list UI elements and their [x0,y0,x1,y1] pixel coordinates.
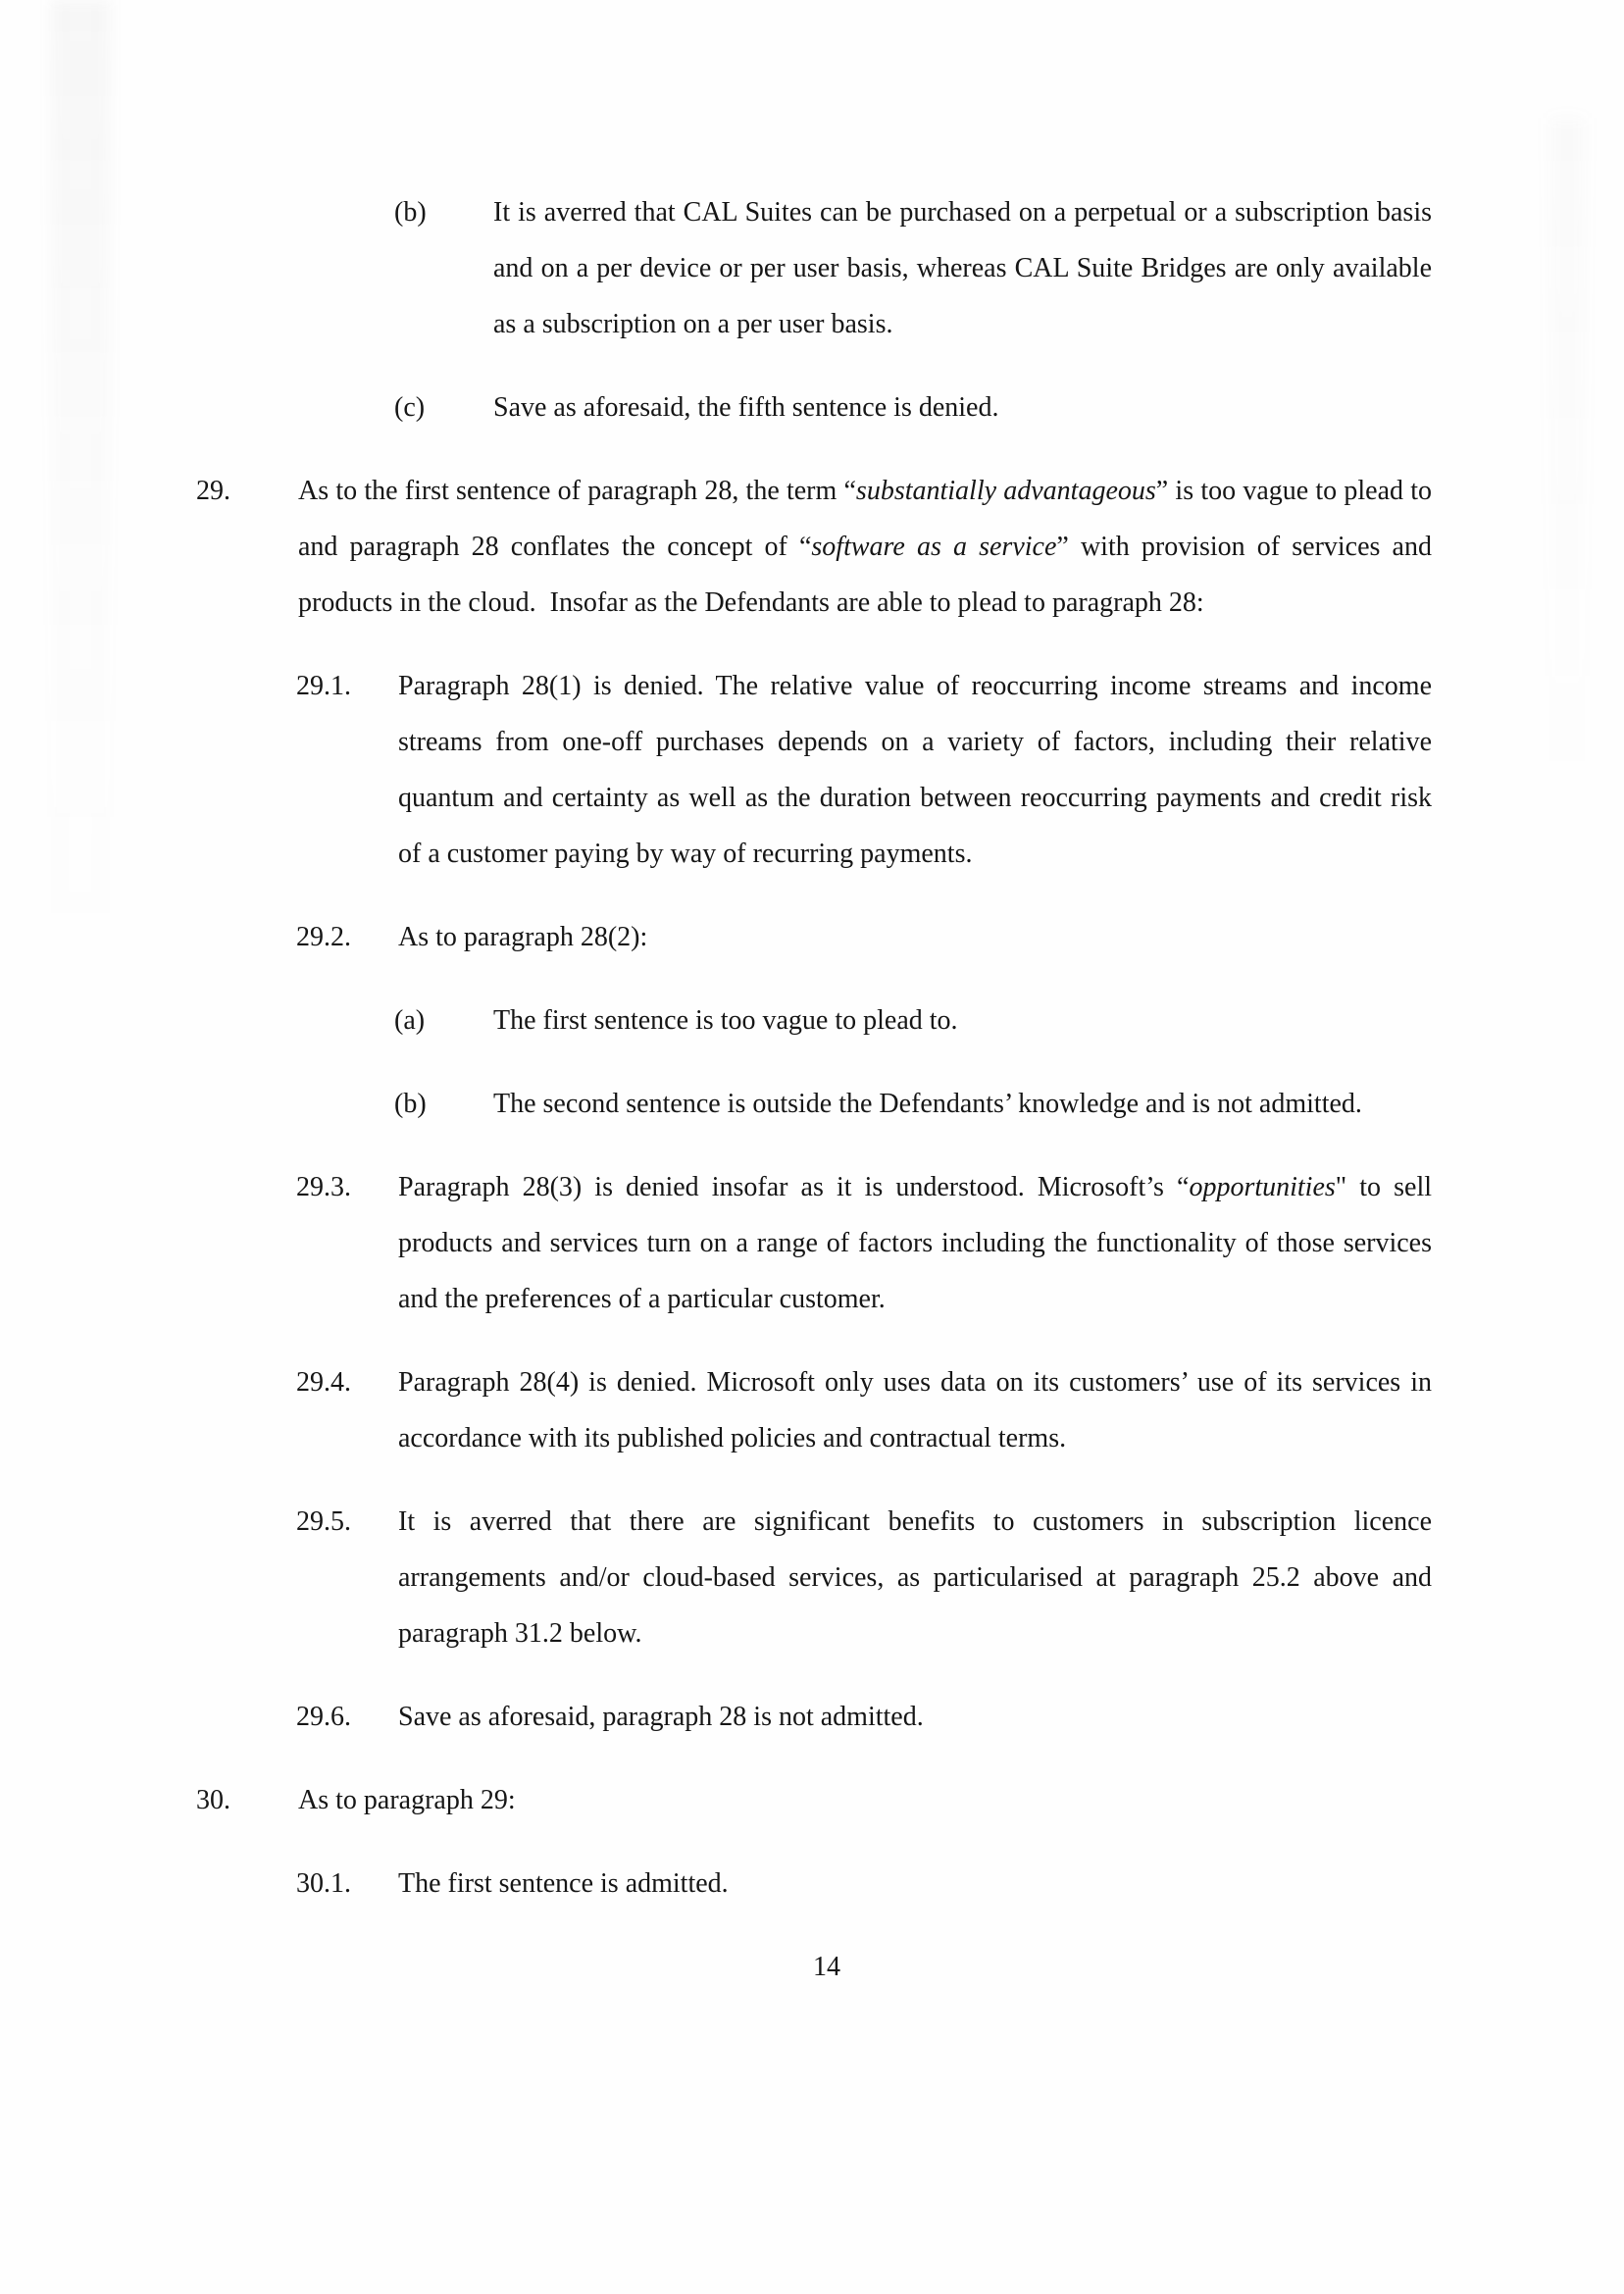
paragraph-number: 29.6. [296,1702,351,1732]
paragraph-29-5 [0,1494,1624,1661]
paragraph-29-4 [0,1354,1624,1466]
text-run-italic: software as a service [811,532,1057,562]
text-run: It is averred that CAL Suites can be purchased on a perpetual or a subscription basis and on a per device or per user basis, whereas CAL Suite Bridges are only available as a subscription on a per user basis. [493,197,1432,339]
text-run: The second sentence is outside the Defendants’ knowledge and is not admitted. [493,1089,1362,1119]
paragraph-number: 29.1. [296,671,351,701]
paragraph-30 [0,1772,1624,1828]
subparagraph-29-2-a [0,993,1624,1048]
paragraph-number: 29.5. [296,1506,351,1537]
paragraph-body [398,909,1432,965]
paragraph-number: 30. [196,1785,230,1815]
paragraph-number: 29.4. [296,1367,351,1398]
page-footer [0,1939,1624,1995]
paragraph-body [398,1159,1432,1327]
paragraph-body [398,1354,1432,1466]
paragraph-body [398,658,1432,882]
paragraph-29-1 [0,658,1624,882]
text-run: Save as aforesaid, paragraph 28 is not admitted. [398,1702,924,1732]
paragraph-body [398,1494,1432,1661]
subparagraph-label: (c) [394,392,426,423]
text-run: ” with provision of services and products in the cloud. Insofar as the Defendants are able to plead to paragraph 28: [298,532,1432,618]
text-run: The first sentence is too vague to plead to. [493,1005,958,1036]
text-run: The first sentence is admitted. [398,1868,729,1899]
text-run: As to the first sentence of paragraph 28, the term “ [298,476,856,506]
text-run: It is averred that there are significant benefits to customers in subscription licence arrangements and/or cloud-based services, as particularised at paragraph 25.2 above and paragraph 31.2 below. [398,1506,1432,1649]
subparagraph-body [493,380,1432,435]
paragraph-body [398,1856,1432,1912]
paragraph-29-3 [0,1159,1624,1327]
paragraph-number: 29.2. [296,922,351,952]
text-run-italic: opportunities [1189,1172,1336,1202]
text-run: Save as aforesaid, the fifth sentence is denied. [493,392,999,423]
page-number: 14 [813,1952,840,1982]
subparagraph-body [493,993,1432,1048]
paragraph-29 [0,463,1624,631]
text-run: Paragraph 28(4) is denied. Microsoft only uses data on its customers’ use of its services in accordance with its published policies and contractual terms. [398,1367,1432,1453]
subparagraph-label: (b) [394,197,427,228]
text-run: Paragraph 28(1) is denied. The relative value of reoccurring income streams and income streams from one-off purchases depends on a variety of factors, including their relative quantum and certainty as well as the duration between reoccurring payments and credit risk of a customer paying by way of recurring payments. [398,671,1432,869]
text-run-italic: substantially advantageous [855,476,1156,506]
text-run: As to paragraph 28(2): [398,922,648,952]
paragraph-30-1 [0,1856,1624,1912]
subparagraph-28-b [0,184,1624,352]
paragraph-body [298,463,1432,631]
subparagraph-label: (a) [394,1005,426,1036]
paragraph-number: 29. [196,476,230,506]
paragraph-number: 30.1. [296,1868,351,1899]
subparagraph-body [493,1076,1432,1132]
paragraph-body [298,1772,1432,1828]
text-run: " to sell products and services turn on a range of factors including the functionality of those services and the preferences of a particular customer. [398,1172,1433,1314]
subparagraph-29-2-b [0,1076,1624,1132]
paragraph-body [398,1689,1432,1745]
paragraph-29-6 [0,1689,1624,1745]
subparagraph-body [493,184,1432,352]
paragraph-number: 29.3. [296,1172,351,1202]
subparagraph-28-c [0,380,1624,435]
text-run: Paragraph 28(3) is denied insofar as it is understood. Microsoft’s “ [398,1172,1190,1202]
text-run: As to paragraph 29: [298,1785,516,1815]
subparagraph-label: (b) [394,1089,427,1119]
text-run: ” is too vague to plead to and paragraph 28 conflates the concept of “ [298,476,1433,562]
paragraph-29-2 [0,909,1624,965]
